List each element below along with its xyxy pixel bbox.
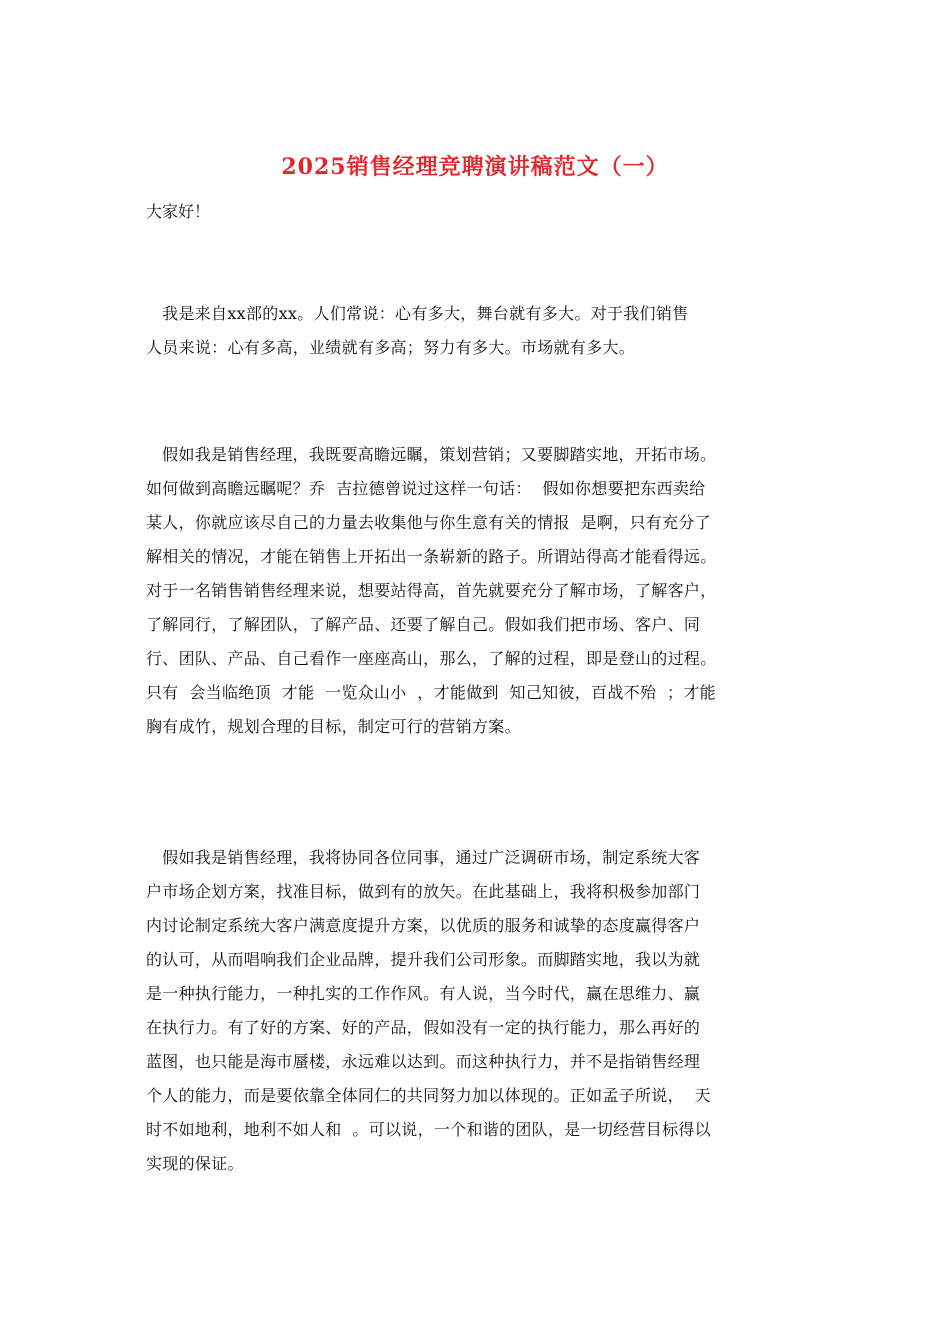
paragraph-line: 只有 会当临绝顶 才能 一览众山小 ，才能做到 知己知彼，百战不殆 ；才能 bbox=[146, 683, 716, 702]
paragraph-line: 时不如地利，地利不如人和 。可以说，一个和谐的团队，是一切经营目标得以 bbox=[146, 1120, 711, 1139]
document-title: 2025销售经理竞聘演讲稿范文（一） bbox=[281, 154, 669, 180]
paragraph-line: 实现的保证。 bbox=[146, 1154, 244, 1173]
paragraph-line: 是一种执行能力，一种扎实的工作作风。有人说，当今时代，赢在思维力、赢 bbox=[146, 984, 701, 1003]
paragraph-line: 内讨论制定系统大客户满意度提升方案，以优质的服务和诚挚的态度赢得客户 bbox=[146, 916, 701, 935]
paragraph-line: 对于一名销售销售经理来说，想要站得高，首先就要充分了解市场，了解客户， bbox=[146, 581, 717, 600]
paragraph-line: 蓝图，也只能是海市蜃楼，永远难以达到。而这种执行力，并不是指销售经理 bbox=[146, 1052, 701, 1071]
paragraph-line: 户市场企划方案，找准目标，做到有的放矢。在此基础上，我将积极参加部门 bbox=[146, 882, 701, 901]
paragraph-line: 了解同行，了解团队，了解产品、还要了解自己。假如我们把市场、客户、同 bbox=[146, 615, 701, 634]
paragraph-line: 假如我是销售经理，我将协同各位同事，通过广泛调研市场，制定系统大客 bbox=[146, 848, 701, 867]
paragraph-1 bbox=[146, 297, 816, 365]
paragraph-line: 的认可，从而唱响我们企业品牌，提升我们公司形象。而脚踏实地，我以为就 bbox=[146, 950, 701, 969]
paragraph-line: 如何做到高瞻远瞩呢？乔 吉拉德曾说过这样一句话： 假如你想要把东西卖给 bbox=[146, 479, 706, 498]
paragraph-3 bbox=[146, 841, 816, 1181]
paragraph-line: 个人的能力，而是要依靠全体同仁的共同努力加以体现的。正如孟子所说， 天 bbox=[146, 1086, 711, 1105]
paragraph-line: 解相关的情况，才能在销售上开拓出一条崭新的路子。所谓站得高才能看得远。 bbox=[146, 547, 717, 566]
paragraph-line: 人员来说：心有多高，业绩就有多高；努力有多大。市场就有多大。 bbox=[146, 338, 636, 357]
paragraph-line: 假如我是销售经理，我既要高瞻远瞩，策划营销；又要脚踏实地，开拓市场。 bbox=[146, 445, 717, 464]
paragraph-line: 行、团队、产品、自己看作一座座高山，那么，了解的过程，即是登山的过程。 bbox=[146, 649, 717, 668]
paragraph-line: 某人，你就应该尽自己的力量去收集他与你生意有关的情报 是啊，只有充分了 bbox=[146, 513, 711, 532]
greeting: 大家好！ bbox=[146, 202, 211, 221]
paragraph-2 bbox=[146, 438, 816, 744]
paragraph-line: 我是来自xx部的xx。人们常说：心有多大，舞台就有多大。对于我们销售 bbox=[146, 304, 689, 323]
paragraph-line: 胸有成竹，规划合理的目标，制定可行的营销方案。 bbox=[146, 717, 521, 736]
paragraph-line: 在执行力。有了好的方案、好的产品，假如没有一定的执行能力，那么再好的 bbox=[146, 1018, 701, 1037]
